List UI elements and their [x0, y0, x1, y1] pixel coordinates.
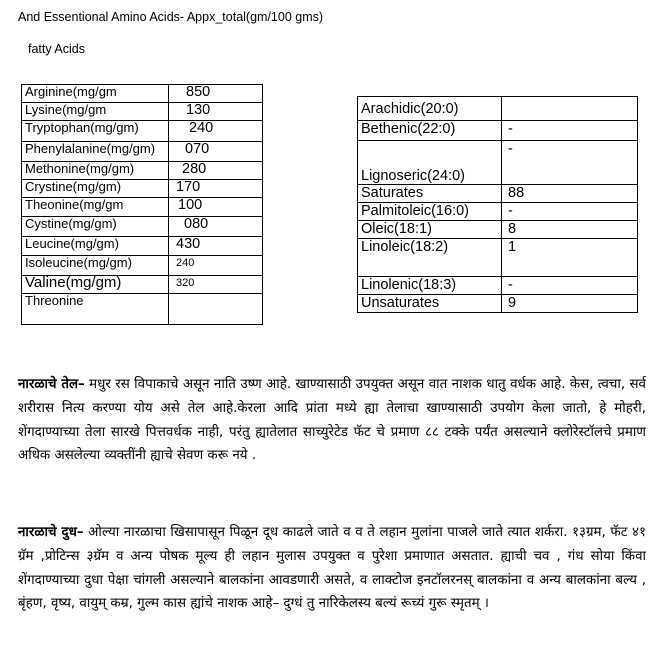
fatty-acid-value: 8 — [502, 221, 638, 239]
amino-row — [22, 237, 263, 256]
amino-row — [22, 256, 263, 276]
amino-acid-name: Cystine(mg/gm) — [22, 217, 169, 237]
amino-acid-value: 130 — [169, 103, 263, 121]
amino-row — [22, 217, 263, 237]
amino-acid-name: Lysine(mg/gm — [22, 103, 169, 121]
coconut-oil-label: नारळाचे तेल– — [18, 377, 85, 392]
fatty-acid-table — [357, 96, 638, 313]
amino-row — [22, 276, 263, 294]
amino-acid-name: Crystine(mg/gm) — [22, 180, 169, 198]
coconut-oil-paragraph — [18, 373, 646, 468]
amino-row — [22, 180, 263, 198]
coconut-milk-label: नारळाचे दुध– — [18, 525, 84, 540]
amino-row — [22, 103, 263, 121]
coconut-milk-text: ओल्या नारळाचा खिसापासून पिळून दूध काढले जाते व व ते लहान मुलांना पाजले जाते त्यात शर्करा. १३ग्रम, फॅट ४१ ग्रॅम ,प्रोटिन्स ३ग्रॅम व अन्य पोषक मूल्य ही लहान मुलास उपयुक्त व पुरेशा प्रमाणात असतात. ह्याची चव , गंध सोया किंवा शेंगदाण्याच्या दुधा पेक्षा चांगली असल्याने बालकांना आवडणारी असते, व लाक्टोज इनटॉलरनस् बालकांना व अन्य बालकांना बल्य , बृंहण, वृष्य, वायुम् कम्र, गुल्म कास ह्यांचे नाशक आहे– दुग्धं तु नारिकेलस्य बल्यं रूच्यं गुरू स्मृतम् । — [18, 525, 646, 612]
fatty-acid-name: Bethenic(22:0) — [358, 121, 502, 141]
amino-acid-value: 080 — [169, 217, 263, 237]
fatty-acid-value: - — [502, 203, 638, 221]
amino-acid-name: Arginine(mg/gm — [22, 85, 169, 103]
fatty-acid-name: Linoleic(18:2) — [358, 239, 502, 277]
amino-acid-value: 850 — [169, 85, 263, 103]
fatty-acid-value: - — [502, 277, 638, 295]
amino-acid-value: 240 — [169, 256, 263, 276]
fatty-acid-name: Palmitoleic(16:0) — [358, 203, 502, 221]
amino-acid-name: Phenylalanine(mg/gm) — [22, 142, 169, 162]
fatty-acid-row — [358, 185, 638, 203]
amino-row — [22, 198, 263, 217]
amino-acid-value: 280 — [169, 162, 263, 180]
page-heading: And Essentional Amino Acids- Appx_total(gm/100 gms) — [18, 10, 324, 24]
amino-row — [22, 121, 263, 142]
fatty-acid-row — [358, 141, 638, 185]
amino-row — [22, 85, 263, 103]
amino-acid-name: Isoleucine(mg/gm) — [22, 256, 169, 276]
amino-row — [22, 142, 263, 162]
coconut-milk-paragraph — [18, 521, 646, 616]
amino-acid-name: Leucine(mg/gm) — [22, 237, 169, 256]
fatty-acid-value: 1 — [502, 239, 638, 277]
fatty-acid-name: Lignoseric(24:0) — [358, 141, 502, 185]
amino-acid-name: Valine(mg/gm) — [22, 276, 169, 294]
amino-acid-name: Theonine(mg/gm — [22, 198, 169, 217]
fatty-acid-value: - — [502, 141, 638, 185]
fatty-acid-row — [358, 277, 638, 295]
amino-acid-value: 240 — [169, 121, 263, 142]
fatty-acid-name: Linolenic(18:3) — [358, 277, 502, 295]
fatty-acid-name: Arachidic(20:0) — [358, 97, 502, 121]
amino-acid-name: Tryptophan(mg/gm) — [22, 121, 169, 142]
amino-row — [22, 294, 263, 325]
fatty-acid-value — [502, 97, 638, 121]
fatty-acid-name: Unsaturates — [358, 295, 502, 313]
fatty-acid-row — [358, 203, 638, 221]
amino-acid-table — [21, 84, 263, 325]
fatty-acid-row — [358, 295, 638, 313]
amino-row — [22, 162, 263, 180]
fatty-acid-row — [358, 221, 638, 239]
amino-acid-value — [169, 294, 263, 325]
fatty-acid-value: 9 — [502, 295, 638, 313]
fatty-acid-value: 88 — [502, 185, 638, 203]
fatty-acid-row — [358, 121, 638, 141]
amino-acid-value: 100 — [169, 198, 263, 217]
fatty-acid-value: - — [502, 121, 638, 141]
fatty-acid-name: Oleic(18:1) — [358, 221, 502, 239]
coconut-oil-text: मधुर रस विपाकाचे असून नाति उष्ण आहे. खाण्यासाठी उपयुक्त असून वात नाशक धातु वर्धक आहे. केस, त्वचा, सर्व शरीरास नित्य करण्या योय असे तेल आहे.केरला आदि प्रांता मध्ये ह्या तेलाचा खाण्यासाठी उपयोग केला जातो, हे मोहरी, शेंगदाण्याच्या तेला सारखे पित्तवर्धक नाही, परंतु ह्यातेलात साच्युरेटेड फॅट चे प्रमाण ८८ टक्के पर्यंत असल्याने क्लोरेस्टॉलचे प्रमाण अधिक असलेल्या व्यक्तींनी ह्याचे सेवण करू नये . — [18, 377, 646, 464]
fatty-acid-row — [358, 239, 638, 277]
amino-acid-value: 170 — [169, 180, 263, 198]
amino-acid-value: 320 — [169, 276, 263, 294]
amino-acid-value: 430 — [169, 237, 263, 256]
amino-acid-name: Methonine(mg/gm) — [22, 162, 169, 180]
amino-acid-value: 070 — [169, 142, 263, 162]
amino-acid-name: Threonine — [22, 294, 169, 325]
fatty-acid-row — [358, 97, 638, 121]
fatty-acid-name: Saturates — [358, 185, 502, 203]
fatty-acids-subheading: fatty Acids — [28, 42, 85, 56]
